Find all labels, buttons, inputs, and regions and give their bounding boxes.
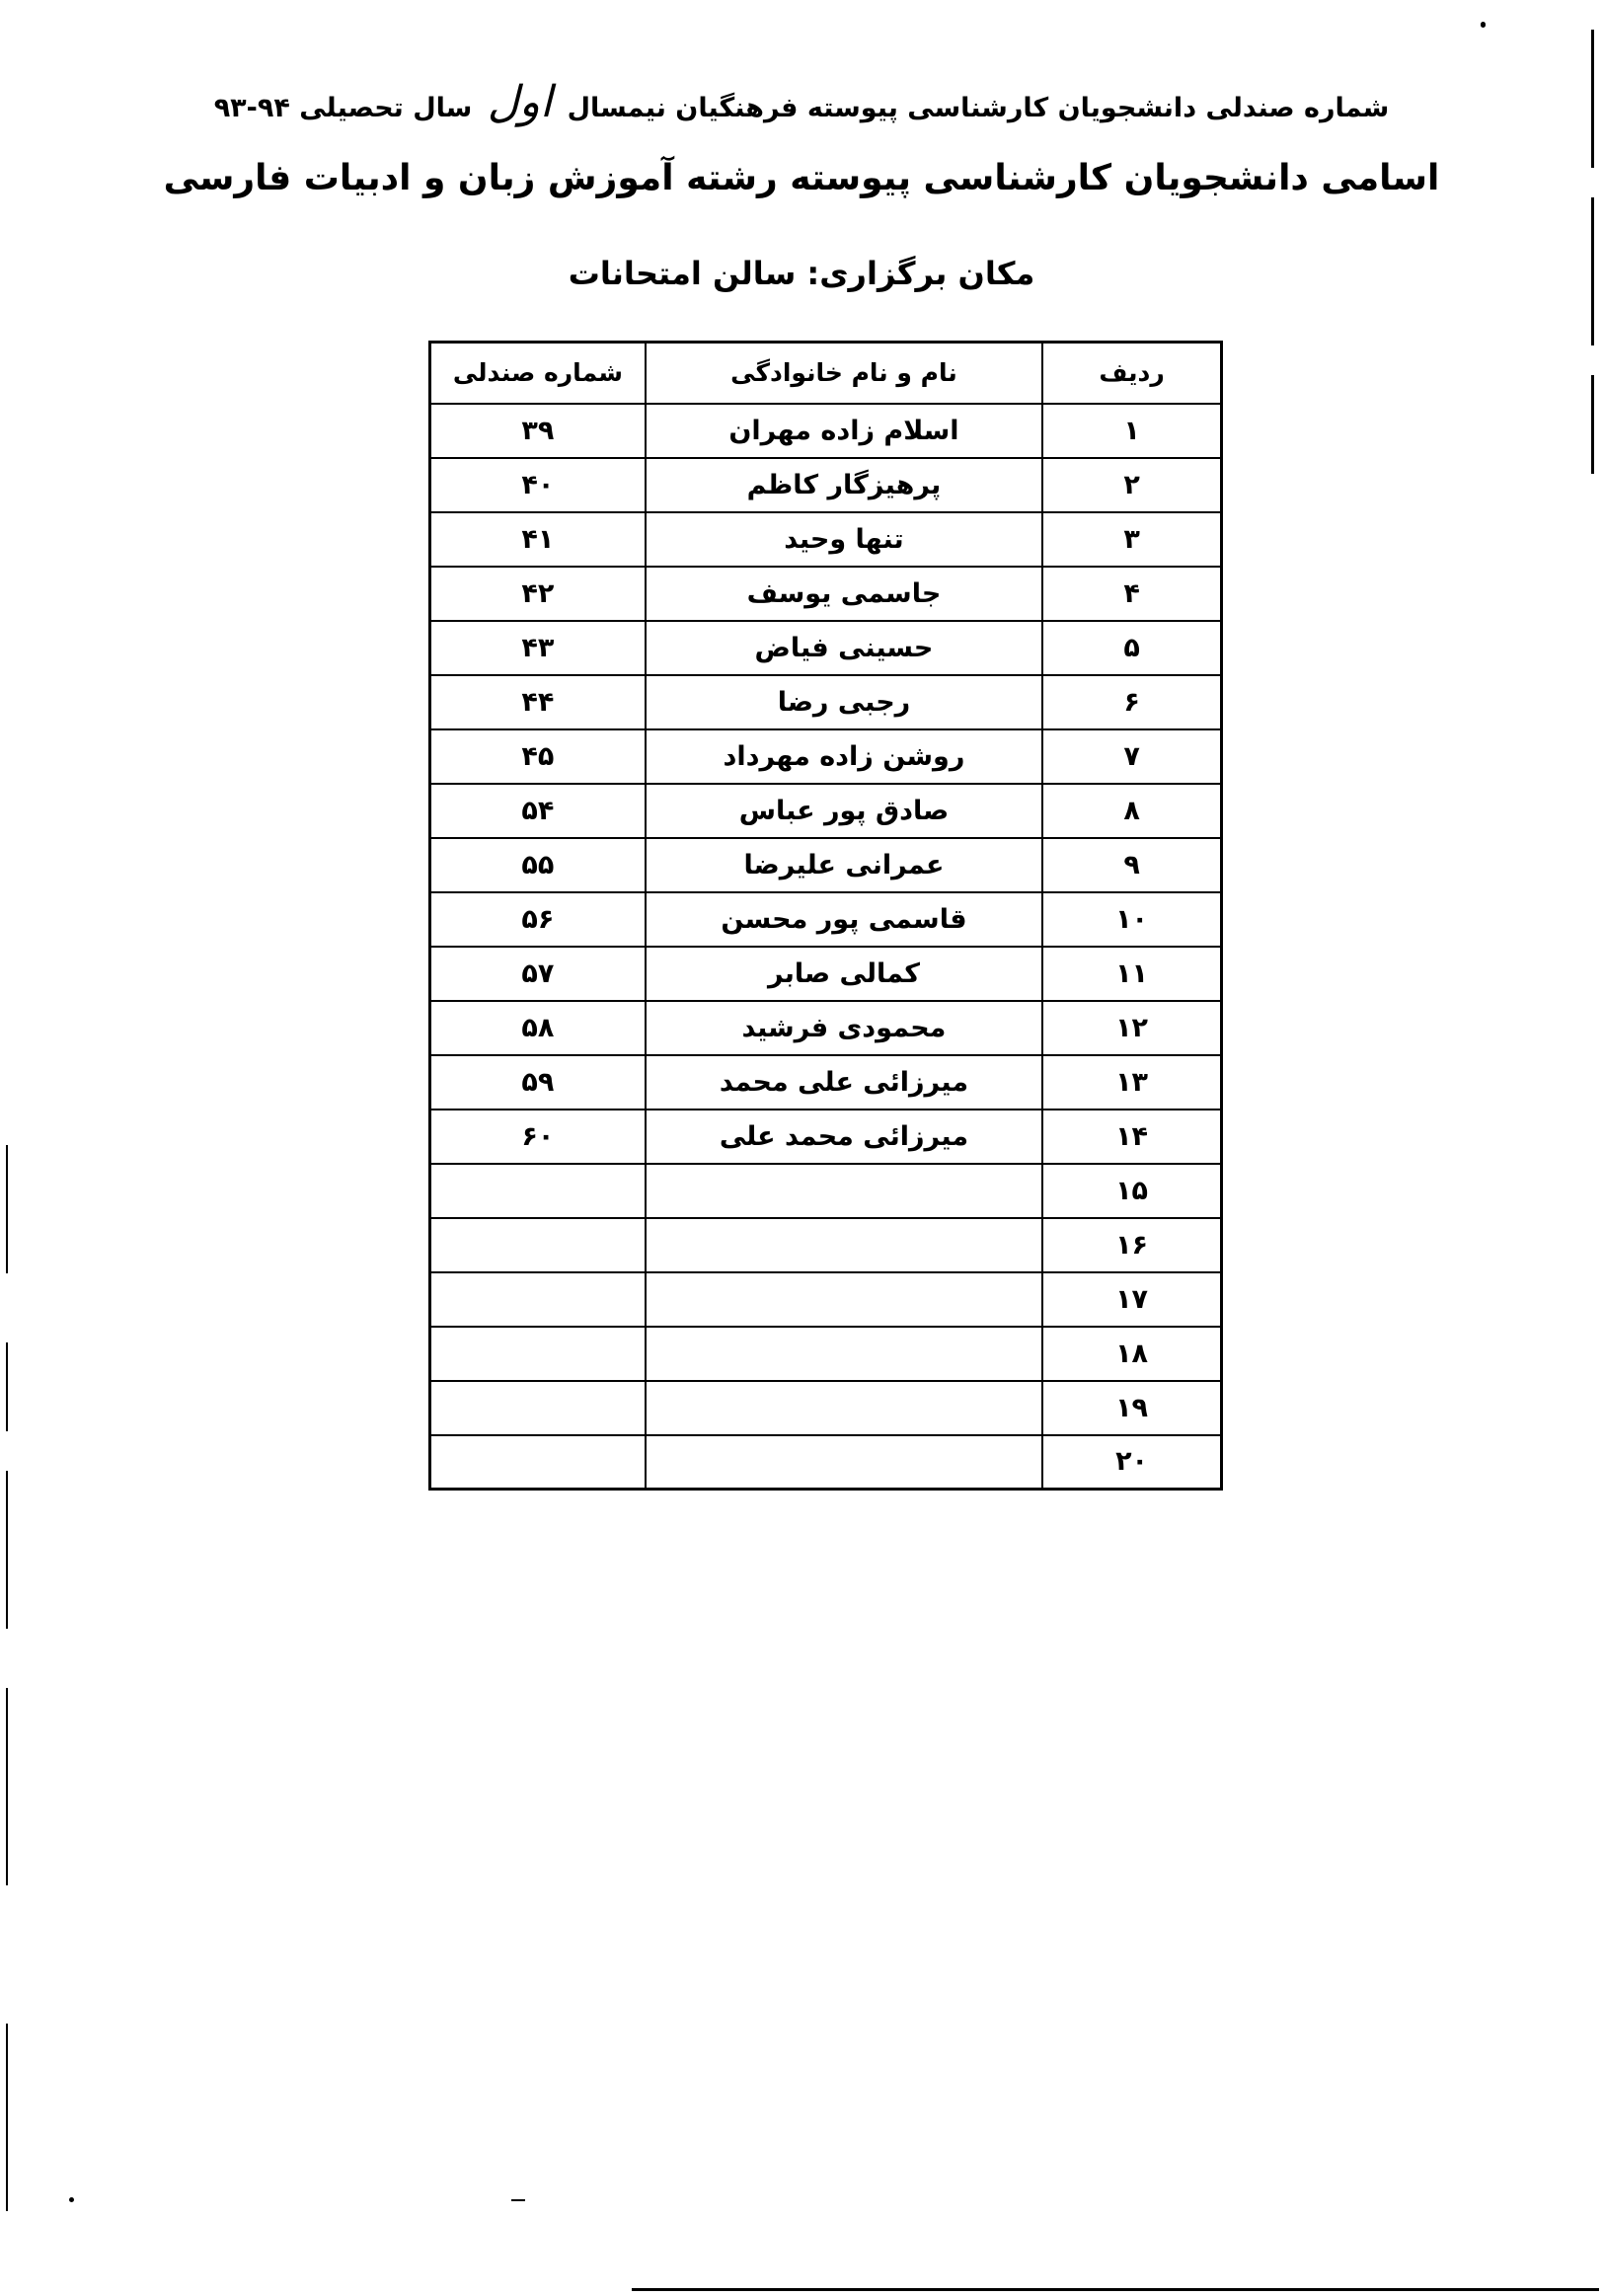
row-number-cell: ۱۱ (1042, 947, 1221, 1001)
student-name-cell: میرزائی علی محمد (646, 1055, 1042, 1110)
row-number-cell: ۱۸ (1042, 1327, 1221, 1381)
row-number-cell: ۱۶ (1042, 1218, 1221, 1272)
student-name-cell (646, 1272, 1042, 1327)
table-row (430, 567, 1222, 621)
row-number-cell: ۱۷ (1042, 1272, 1221, 1327)
table-row (430, 675, 1222, 729)
row-number-cell: ۹ (1042, 838, 1221, 892)
table-row (430, 1435, 1222, 1490)
student-name-cell: صادق پور عباس (646, 784, 1042, 838)
table-row (430, 458, 1222, 512)
seat-number-cell (430, 1218, 646, 1272)
student-name-cell: کمالی صابر (646, 947, 1042, 1001)
student-name-cell: اسلام زاده مهران (646, 404, 1042, 458)
table-header-row (430, 343, 1222, 404)
scan-edge-mark (6, 1145, 8, 1273)
student-name-cell: عمرانی علیرضا (646, 838, 1042, 892)
row-number-cell: ۳ (1042, 512, 1221, 567)
seat-number-cell: ۵۹ (430, 1055, 646, 1110)
student-name-cell: محمودی فرشید (646, 1001, 1042, 1055)
header-text-part1: شماره صندلی دانشجویان کارشناسی پیوسته فرهنگیان نیمسال (567, 93, 1390, 123)
table-row (430, 784, 1222, 838)
student-name-cell (646, 1218, 1042, 1272)
header-text-part2: سال تحصیلی ۹۴-۹۳ (213, 93, 473, 123)
table-row (430, 1001, 1222, 1055)
row-number-cell: ۵ (1042, 621, 1221, 675)
seat-number-cell: ۴۵ (430, 729, 646, 784)
table-row (430, 512, 1222, 567)
student-name-cell (646, 1435, 1042, 1490)
seat-number-cell: ۴۴ (430, 675, 646, 729)
seat-number-cell: ۵۴ (430, 784, 646, 838)
scan-edge-mark (1591, 30, 1594, 168)
student-name-cell: تنها وحید (646, 512, 1042, 567)
seat-number-cell: ۶۰ (430, 1110, 646, 1164)
student-name-cell (646, 1164, 1042, 1218)
table-row (430, 892, 1222, 947)
seat-number-cell (430, 1381, 646, 1435)
row-number-cell: ۱۴ (1042, 1110, 1221, 1164)
scan-speck (69, 2197, 74, 2202)
handwritten-semester: اول (487, 77, 553, 127)
table-row (430, 838, 1222, 892)
seat-number-cell: ۴۰ (430, 458, 646, 512)
scan-edge-mark (6, 1342, 8, 1431)
table-row (430, 1272, 1222, 1327)
row-number-cell: ۱۵ (1042, 1164, 1221, 1218)
table-row (430, 947, 1222, 1001)
row-number-cell: ۲ (1042, 458, 1221, 512)
column-header-seat-number: شماره صندلی (430, 343, 646, 404)
student-name-cell: روشن زاده مهرداد (646, 729, 1042, 784)
table-body (430, 404, 1222, 1490)
row-number-cell: ۱۲ (1042, 1001, 1221, 1055)
seat-number-cell (430, 1272, 646, 1327)
seat-number-cell: ۵۷ (430, 947, 646, 1001)
seat-number-cell (430, 1164, 646, 1218)
scan-edge-mark (632, 2288, 1599, 2291)
seat-number-cell: ۴۱ (430, 512, 646, 567)
scan-edge-mark (6, 2024, 8, 2211)
row-number-cell: ۷ (1042, 729, 1221, 784)
seat-number-cell: ۳۹ (430, 404, 646, 458)
row-number-cell: ۲۰ (1042, 1435, 1221, 1490)
table-row (430, 1218, 1222, 1272)
seat-number-cell: ۵۸ (430, 1001, 646, 1055)
seat-number-cell: ۴۳ (430, 621, 646, 675)
student-name-cell: جاسمی یوسف (646, 567, 1042, 621)
exam-location: مکان برگزاری: سالن امتحانات (568, 255, 1035, 292)
seat-number-cell: ۵۶ (430, 892, 646, 947)
student-name-cell: حسینی فیاض (646, 621, 1042, 675)
row-number-cell: ۸ (1042, 784, 1221, 838)
scan-edge-mark (1591, 375, 1594, 474)
column-header-row-number: ردیف (1042, 343, 1221, 404)
scan-edge-mark (6, 1688, 8, 1885)
table-row (430, 621, 1222, 675)
row-number-cell: ۶ (1042, 675, 1221, 729)
row-number-cell: ۴ (1042, 567, 1221, 621)
row-number-cell: ۱۹ (1042, 1381, 1221, 1435)
table-row (430, 729, 1222, 784)
row-number-cell: ۱ (1042, 404, 1221, 458)
scan-edge-mark (6, 1471, 8, 1629)
seat-assignment-table (428, 341, 1223, 1491)
scan-edge-mark (1591, 197, 1594, 345)
student-name-cell (646, 1327, 1042, 1381)
table-row (430, 1327, 1222, 1381)
table-row (430, 404, 1222, 458)
seat-number-cell: ۴۲ (430, 567, 646, 621)
student-name-cell: میرزائی محمد علی (646, 1110, 1042, 1164)
scan-speck (511, 2199, 525, 2201)
scan-speck (1481, 22, 1486, 28)
table-row (430, 1055, 1222, 1110)
student-name-cell: رجبی رضا (646, 675, 1042, 729)
student-name-cell: قاسمی پور محسن (646, 892, 1042, 947)
table-row (430, 1110, 1222, 1164)
column-header-full-name: نام و نام خانوادگی (646, 343, 1042, 404)
student-name-cell (646, 1381, 1042, 1435)
table-row (430, 1381, 1222, 1435)
document-header (0, 77, 1603, 127)
seat-number-cell: ۵۵ (430, 838, 646, 892)
document-subtitle: اسامی دانشجویان کارشناسی پیوسته رشته آموزش زبان و ادبیات فارسی (163, 158, 1440, 198)
student-name-cell: پرهیزگار کاظم (646, 458, 1042, 512)
table-row (430, 1164, 1222, 1218)
seat-number-cell (430, 1327, 646, 1381)
row-number-cell: ۱۳ (1042, 1055, 1221, 1110)
row-number-cell: ۱۰ (1042, 892, 1221, 947)
seat-number-cell (430, 1435, 646, 1490)
